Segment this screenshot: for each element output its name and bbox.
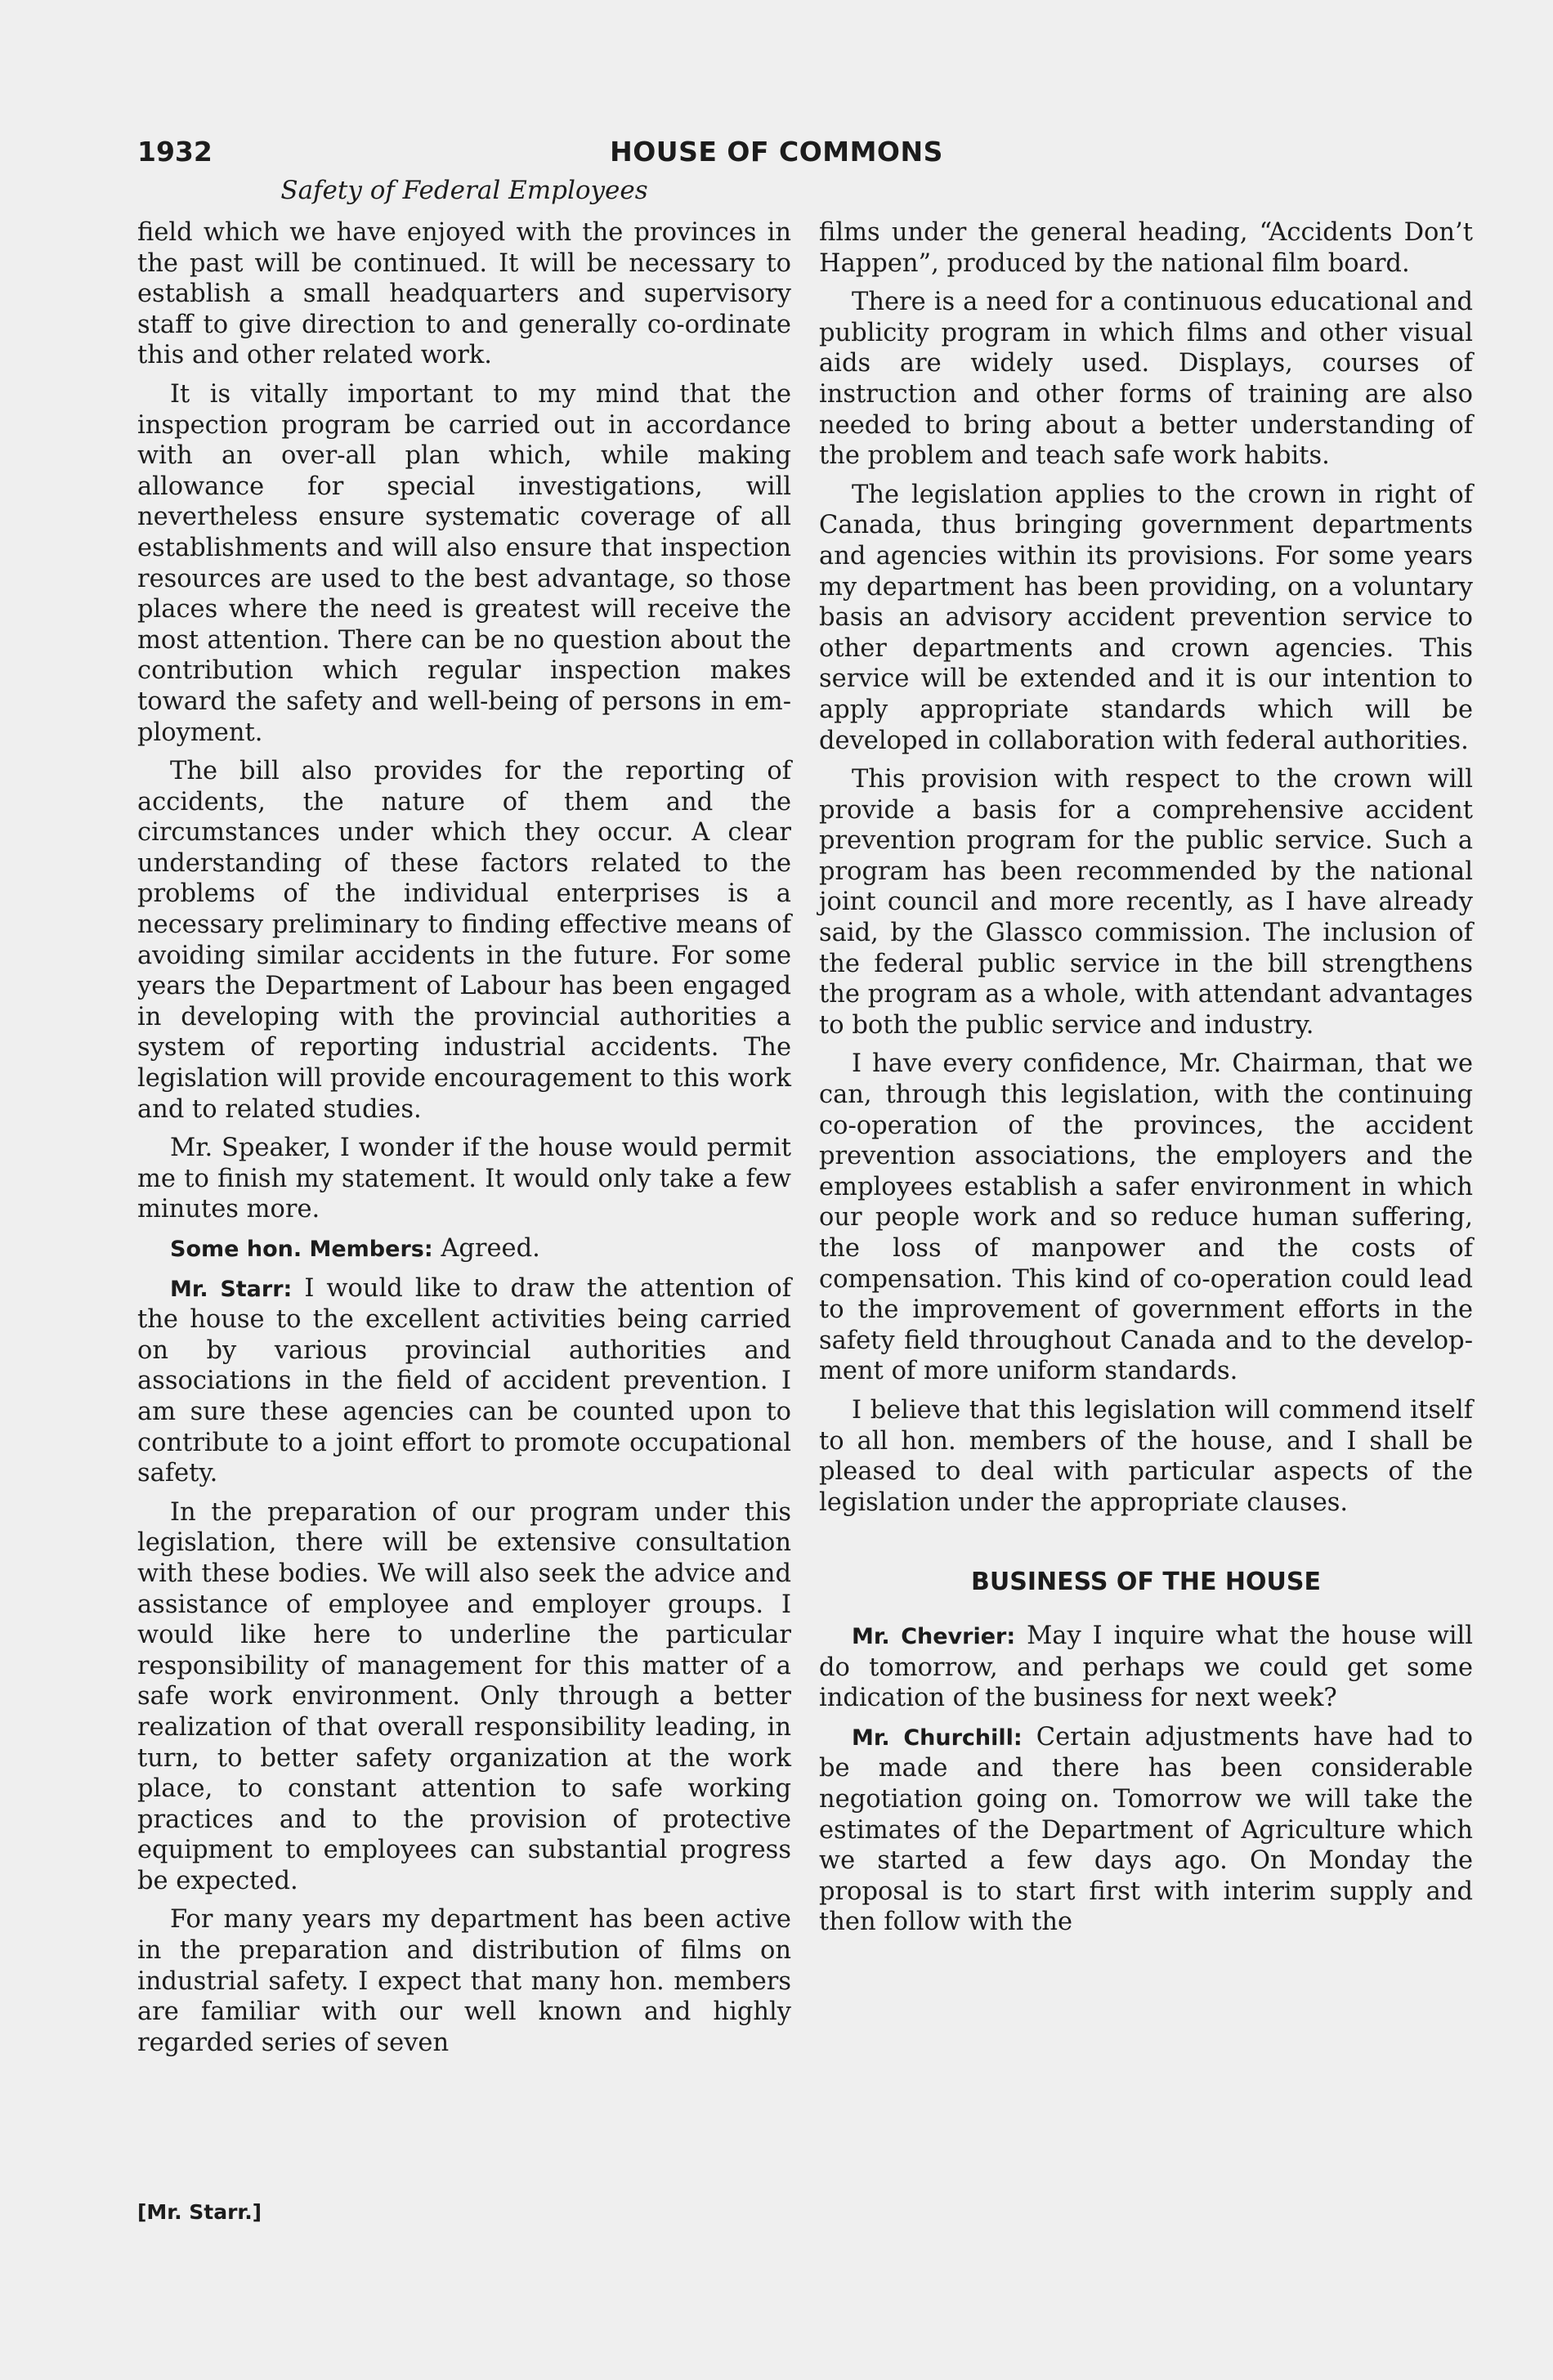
paragraph: It is vitally important to my mind that the inspection program be carried out in accordance with an over-all plan which, while making allowance for special investigations, will nevertheless ensure systematic coverage of all establishments and will also ensure that inspection resources are used to the best advantage, so those places where the need is greatest will receive the most attention. There can be no question about the contribution which regular inspection makes toward the safety and well-being of persons in employment. <box>137 379 791 747</box>
speech-paragraph <box>137 1273 791 1489</box>
page-number: 1932 <box>137 136 213 168</box>
speech-paragraph <box>137 1233 791 1265</box>
speech-paragraph <box>819 1722 1473 1938</box>
speaker-name: Some hon. Members: <box>170 1237 433 1262</box>
paragraph: films under the general heading, “Accidents Don’t Happen”, produced by the national film board. <box>819 218 1473 278</box>
running-head: HOUSE OF COMMONS <box>610 136 943 168</box>
paragraph: This provision with respect to the crown will provide a basis for a comprehensive accident prevention program for the public service. Such a program has been recommended by the national joint council and more recently, as I have already said, by the Glassco commission. The inclusion of the federal public service in the bill strengthens the program as a whole, with attendant advantages to both the public service and industry. <box>819 765 1473 1040</box>
right-column <box>819 217 1473 1946</box>
paragraph: There is a need for a continuous educational and publicity program in which films and other visual aids are widely used. Displays, courses of instruction and other forms of training are also needed to bring about a better understanding of the problem and teach safe work habits. <box>819 288 1473 471</box>
speech-text: Certain adjustments have had to be made and there has been considerable negotiation going on. Tomorrow we will take the estimates of the Department of Agriculture which we started a few days ago. On Monday the proposal is to start first with interim supply and then follow with the <box>819 1722 1474 1937</box>
section-heading: BUSINESS OF THE HOUSE <box>971 1568 1321 1597</box>
paragraph: I have every confidence, Mr. Chairman, that we can, through this legislation, with the continuing co-operation of the provinces, the accident prevention associations, the employers and the employees establish a safer environment in which our people work and so reduce human suffering, the loss of manpower and the costs of compensation. This kind of co-operation could lead to the improvement of government efforts in the safety field throughout Canada and to the development of more uniform standards. <box>819 1049 1473 1386</box>
paragraph: The bill also provides for the reporting of accidents, the nature of them and the circumstances under which they occur. A clear understanding of these factors related to the problems of the individual enterprises is a necessary preliminary to finding effective means of avoiding similar accidents in the future. For some years the Department of Labour has been engaged in developing with the provincial authorities a system of reporting industrial accidents. The legislation will provide encouragement to this work and to related studies. <box>137 757 791 1124</box>
speaker-name: Mr. Churchill: <box>852 1725 1023 1751</box>
footer-speaker-note: [Mr. Starr.] <box>137 2200 262 2224</box>
paragraph: I believe that this legislation will commend itself to all hon. members of the house, and I shall be pleased to deal with particular aspects of the legislation under the appropriate clauses. <box>819 1395 1473 1517</box>
speaker-name: Mr. Starr: <box>170 1276 293 1302</box>
speech-text: I would like to draw the attention of the house to the excellent activities being carried on by various provincial authorities and associations in the field of accident prevention. I am sure these agencies can be counted upon to contribute to a joint effort to promote occupational safety. <box>137 1273 791 1488</box>
paragraph: For many years my department has been active in the preparation and distribution of films on industrial safety. I expect that many hon. members are familiar with our well known and highly regarded series of seven <box>137 1905 791 2057</box>
paragraph: The legislation applies to the crown in right of Canada, thus bringing government departments and agencies within its provisions. For some years my department has been providing, on a voluntary basis an advisory accident prevention service to other departments and crown agencies. This service will be extended and it is our intention to apply appropriate standards which will be developed in collaboration with federal authorities. <box>819 480 1473 755</box>
section-title: Safety of Federal Employees <box>280 176 648 205</box>
paragraph: field which we have enjoyed with the provinces in the past will be continued. It will be necessary to establish a small headquarters and supervisory staff to give direction to and generally co-ordinate this and other related work. <box>137 218 791 370</box>
speech-text: Agreed. <box>441 1234 540 1263</box>
paragraph: Mr. Speaker, I wonder if the house would permit me to finish my statement. It would only take a few minutes more. <box>137 1134 791 1224</box>
speech-paragraph <box>819 1621 1473 1714</box>
paragraph: In the preparation of our program under this legislation, there will be extensive consultation with these bodies. We will also seek the advice and assistance of employee and employer groups. I would like here to underline the particular responsibility of management for this matter of a safe work environment. Only through a better realization of that overall responsibility leading, in turn, to better safety organization at the work place, to constant attention to safe working practices and to the provision of protective equipment to employees can substantial progress be expected. <box>137 1497 791 1895</box>
left-column <box>137 217 791 2066</box>
speech-text: May I inquire what the house will do tomorrow, and perhaps we could get some indication of the business for next week? <box>819 1621 1473 1713</box>
speaker-name: Mr. Chevrier: <box>852 1623 1016 1649</box>
